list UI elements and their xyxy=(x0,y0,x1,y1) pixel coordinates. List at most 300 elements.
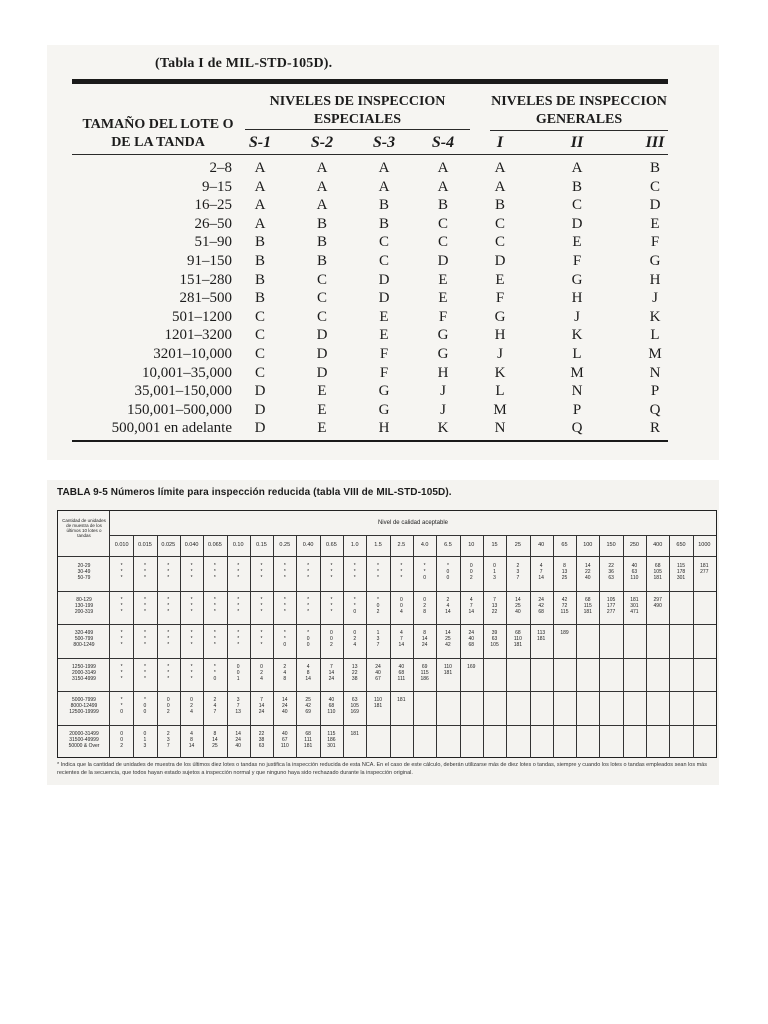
limit-number-cell: 110 181 xyxy=(443,663,453,676)
limit-number-cell: 189 xyxy=(560,630,569,636)
code-letter-cell: A xyxy=(316,160,328,176)
sample-range: 3150-4999 xyxy=(72,675,96,682)
aql-value: 150 xyxy=(606,542,616,548)
code-letter-cell: B xyxy=(254,234,265,251)
limit-number-cell: 0 0 2 xyxy=(330,630,333,648)
aql-value: 0.40 xyxy=(302,542,314,548)
code-letter-cell: G xyxy=(494,308,506,325)
limit-number-cell: 1 3 7 xyxy=(376,630,380,648)
aql-value: 15 xyxy=(491,542,498,548)
code-letter-cell: C xyxy=(378,253,389,269)
table-i-row xyxy=(0,272,768,290)
code-letter-cell: Q xyxy=(571,420,583,437)
code-letter-cell: B xyxy=(254,253,265,269)
sample-range-group xyxy=(62,597,106,615)
limit-number-cell: 110 181 xyxy=(373,697,383,709)
code-letter-cell: B xyxy=(378,197,389,214)
lot-size-cell: 501–1200 xyxy=(172,308,232,325)
table-9-5-title: TABLA 9-5 Números límite para inspección reducida (tabla VIII de MIL-STD-105D). xyxy=(57,487,452,498)
group-divider xyxy=(58,658,716,659)
reduced-inspection-table xyxy=(57,510,717,758)
limit-number-cell: * * * xyxy=(167,663,170,682)
code-letter-cell: B xyxy=(316,215,327,232)
sample-units-header: Cantidad de unidades de muestra de los últimos 10 lotes o tandas xyxy=(62,518,106,538)
code-letter-cell: A xyxy=(316,178,328,195)
limit-number-cell: 25 42 69 xyxy=(305,697,311,715)
sample-range: 500-799 xyxy=(74,636,94,642)
sample-range-group xyxy=(62,731,106,749)
code-letter-cell: L xyxy=(495,383,505,400)
code-letter-cell: G xyxy=(378,383,390,400)
sample-range: 50-79 xyxy=(77,575,91,581)
limit-number-cell: 169 xyxy=(467,663,476,670)
code-letter-cell: A xyxy=(254,160,266,176)
code-letter-cell: D xyxy=(649,197,661,214)
limit-number-cell: * * 0 xyxy=(353,596,357,615)
code-letter-cell: C xyxy=(254,364,265,381)
limit-number-cell: 40 63 110 xyxy=(630,563,639,581)
table-i-row xyxy=(0,253,768,271)
code-letter-cell: C xyxy=(437,234,448,251)
limit-number-cell: * 0 0 xyxy=(306,630,310,648)
limit-number-cell: 68 105 181 xyxy=(653,563,662,581)
limit-number-cell: * * * xyxy=(190,663,193,682)
limit-number-cell: 115 178 301 xyxy=(676,563,686,581)
code-letter-cell: G xyxy=(437,327,449,344)
limit-number-cell: 4 7 14 xyxy=(538,563,544,581)
aql-value: 0.10 xyxy=(232,542,244,548)
aql-value: 0.15 xyxy=(256,542,267,548)
limit-number-cell: * * * xyxy=(237,630,240,648)
lot-size-cell: 10,001–35,000 xyxy=(142,364,232,381)
sample-range: 800-1249 xyxy=(73,642,95,648)
table-i-row xyxy=(0,346,768,364)
code-letter-cell: E xyxy=(317,383,327,400)
code-letter-cell: C xyxy=(494,234,505,251)
sample-range-group xyxy=(62,664,106,682)
lot-size-cell: 9–15 xyxy=(202,178,232,195)
limit-number-cell: 105 177 277 xyxy=(606,596,616,615)
code-letter-cell: H xyxy=(571,290,583,307)
code-letter-cell: C xyxy=(378,234,389,251)
code-letter-cell: L xyxy=(650,327,660,344)
code-letter-cell: H xyxy=(378,420,390,437)
code-letter-cell: K xyxy=(437,420,449,437)
code-letter-cell: D xyxy=(378,271,390,288)
sample-range: 20000-31499 xyxy=(69,730,99,737)
sample-range: 50000 & Over xyxy=(68,742,100,749)
code-letter-cell: E xyxy=(317,401,327,418)
lot-size-header: TAMAÑO DEL LOTE O DE LA TANDA xyxy=(82,117,234,150)
limit-number-cell: 0 1 3 xyxy=(493,563,496,581)
limit-number-cell: 4 8 14 xyxy=(188,730,195,749)
code-letter-cell: D xyxy=(254,420,266,437)
lot-size-cell: 26–50 xyxy=(194,215,232,232)
code-letter-cell: E xyxy=(650,215,660,232)
code-letter-cell: D xyxy=(494,253,506,269)
group-divider xyxy=(58,624,716,625)
table-i-caption: (Tabla I de MIL-STD-105D). xyxy=(155,56,333,71)
code-letter-cell: L xyxy=(572,346,582,362)
col-iii: III xyxy=(645,134,665,151)
sample-range: 80-129 xyxy=(76,596,92,603)
aql-value: 4.0 xyxy=(420,542,429,548)
sample-range: 200-319 xyxy=(74,608,94,615)
code-letter-cell: B xyxy=(378,215,389,232)
limit-number-cell: * * 0 xyxy=(120,697,124,715)
limit-number-cell: 24 40 68 xyxy=(468,630,475,648)
limit-number-cell: 63 105 169 xyxy=(350,697,359,715)
limit-number-cell: 113 181 xyxy=(537,630,546,642)
limit-number-cell: * * * xyxy=(190,596,193,615)
limit-number-cell: 68 111 181 xyxy=(303,730,313,749)
code-letter-cell: C xyxy=(437,215,448,232)
limit-number-cell: * * * xyxy=(353,563,356,581)
limit-number-cell: * * * xyxy=(143,596,146,615)
code-letter-cell: D xyxy=(378,290,390,307)
limit-number-cell: * * 0 xyxy=(213,663,217,682)
limit-number-cell: 22 36 63 xyxy=(608,563,614,581)
code-letter-cell: K xyxy=(494,364,506,381)
table-i-row xyxy=(0,327,768,345)
code-letter-cell: D xyxy=(316,327,328,344)
limit-number-cell: * * * xyxy=(190,630,193,648)
sample-range: 12500-19999 xyxy=(69,709,99,715)
code-letter-cell: C xyxy=(254,308,265,325)
aql-value: 0.010 xyxy=(114,542,129,548)
limit-number-cell: * * * xyxy=(237,596,240,615)
code-letter-cell: C xyxy=(316,308,327,325)
aql-value: 650 xyxy=(676,542,686,548)
code-letter-cell: B xyxy=(494,197,505,214)
code-letter-cell: M xyxy=(493,401,507,418)
limit-number-cell: * * * xyxy=(400,563,403,581)
limit-number-cell: 14 24 40 xyxy=(235,730,241,749)
special-levels-divider xyxy=(245,129,470,130)
general-levels-header: NIVELES DE INSPECCION GENERALES xyxy=(491,94,667,127)
table-i-row xyxy=(0,420,768,438)
code-letter-cell: G xyxy=(437,346,449,362)
code-letter-cell: M xyxy=(648,346,662,362)
code-letter-cell: C xyxy=(316,271,327,288)
lot-size-cell: 16–25 xyxy=(194,197,232,214)
table-i-row xyxy=(0,197,768,215)
limit-number-cell: 0 2 4 xyxy=(353,630,357,648)
aql-value: 0.025 xyxy=(161,542,176,548)
limit-number-cell: * * 0 xyxy=(423,563,427,581)
code-letter-cell: E xyxy=(317,420,327,437)
limit-number-cell: * 0 0 xyxy=(143,697,147,715)
code-letter-cell: M xyxy=(570,364,584,381)
aql-value: 1.0 xyxy=(350,542,359,548)
code-letter-cell: A xyxy=(254,197,266,214)
code-letter-cell: C xyxy=(316,290,327,307)
table-i-row xyxy=(0,309,768,327)
limit-number-cell: 0 0 2 xyxy=(469,563,473,581)
limit-number-cell: 3 7 13 xyxy=(235,697,241,715)
limit-number-cell: 115 186 301 xyxy=(327,730,336,749)
footnote: * Indica que la cantidad de unidades de muestra de los últimos diez lotes o tandas no justifica la inspección reducida de esta NCA. En el caso de este cálculo, deberán utilizarse más de diez lotes o tandas, siempre y cuando los lotes o tandas empleados sean los más recientes de la secuencia, que todos hayan estado sujetos a inspección normal y que ninguno haya sido rechazado durante la inspección original. xyxy=(57,762,707,776)
code-letter-cell: A xyxy=(254,215,266,232)
code-letter-cell: Q xyxy=(649,401,661,418)
code-letter-cell: H xyxy=(649,271,661,288)
sample-range: 130-199 xyxy=(74,602,94,609)
limit-number-cell: 4 8 14 xyxy=(305,663,311,682)
code-letter-cell: E xyxy=(379,308,389,325)
limit-number-cell: 7 14 24 xyxy=(328,663,335,682)
limit-number-cell: 68 110 181 xyxy=(513,630,523,648)
sample-range: 5000-7999 xyxy=(72,697,96,703)
lot-size-cell: 150,001–500,000 xyxy=(127,401,232,418)
code-letter-cell: E xyxy=(438,271,448,288)
code-letter-cell: F xyxy=(572,253,582,269)
code-letter-cell: A xyxy=(437,178,449,195)
limit-number-cell: 2 3 7 xyxy=(516,563,520,581)
limit-number-cell: 24 40 67 xyxy=(375,663,381,682)
limit-number-cell: 22 38 63 xyxy=(258,730,265,749)
limit-number-cell: * * * xyxy=(213,563,216,581)
code-letter-cell: B xyxy=(254,290,265,307)
lot-size-cell: 500,001 en adelante xyxy=(111,420,232,437)
table-i-row xyxy=(0,216,768,234)
sample-range: 31500-49999 xyxy=(69,736,99,743)
limit-number-cell: * * * xyxy=(143,630,146,648)
code-letter-cell: K xyxy=(571,327,583,344)
code-letter-cell: B xyxy=(316,253,327,269)
limit-number-cell: 2 3 7 xyxy=(166,730,170,749)
col-ii: II xyxy=(570,134,584,151)
limit-number-cell: 4 7 14 xyxy=(398,630,405,648)
code-letter-cell: F xyxy=(438,308,448,325)
code-letter-cell: J xyxy=(440,401,446,418)
table-i-row xyxy=(0,290,768,308)
code-letter-cell: G xyxy=(571,271,583,288)
limit-number-cell: * 0 2 xyxy=(376,596,380,615)
table-i-row xyxy=(0,179,768,197)
limit-number-cell: 13 22 38 xyxy=(351,663,358,682)
code-letter-cell: D xyxy=(316,346,328,362)
limit-number-cell: 24 42 68 xyxy=(538,596,544,615)
code-letter-cell: A xyxy=(378,178,390,195)
code-letter-cell: N xyxy=(571,383,583,400)
limit-number-cell: * * * xyxy=(330,563,333,581)
limit-number-cell: 0 0 4 xyxy=(399,596,403,615)
aql-value: 0.25 xyxy=(279,542,291,548)
code-letter-cell: N xyxy=(649,364,661,381)
table-i-row xyxy=(0,402,768,420)
limit-number-cell: * * * xyxy=(190,563,193,581)
sample-range: 30-49 xyxy=(77,569,91,575)
limit-number-cell: 297 490 xyxy=(653,596,662,609)
code-letter-cell: D xyxy=(571,215,583,232)
code-letter-cell: A xyxy=(378,160,390,176)
limit-number-cell: 14 25 42 xyxy=(445,630,451,648)
code-letter-cell: H xyxy=(494,327,506,344)
code-letter-cell: H xyxy=(437,364,449,381)
aql-value: 40 xyxy=(538,542,545,548)
group-divider xyxy=(58,691,716,692)
lot-size-cell: 281–500 xyxy=(179,290,232,307)
code-letter-cell: B xyxy=(649,160,660,176)
code-letter-cell: A xyxy=(437,160,449,176)
aql-value: 250 xyxy=(629,542,639,548)
special-levels-header: NIVELES DE INSPECCION ESPECIALES xyxy=(269,94,446,127)
limit-number-cell: 0 0 2 xyxy=(166,697,170,715)
limit-number-cell: * * * xyxy=(167,630,170,648)
limit-number-cell: * * * xyxy=(143,663,146,682)
lot-size-cell: 1201–3200 xyxy=(164,327,232,344)
aql-value: 2.5 xyxy=(397,542,406,548)
lot-size-cell: 35,001–150,000 xyxy=(134,383,232,400)
limit-number-cell: 40 68 110 xyxy=(327,697,336,715)
limit-number-cell: * * * xyxy=(120,563,123,581)
limit-number-cell: 69 115 186 xyxy=(420,663,429,682)
aql-value: 0.065 xyxy=(207,542,222,548)
limit-number-cell: 2 4 7 xyxy=(213,697,217,715)
code-letter-cell: F xyxy=(495,290,505,307)
col-s2: S-2 xyxy=(310,134,334,151)
limit-number-cell: 8 14 25 xyxy=(212,730,218,749)
limit-number-cell: * * 0 xyxy=(283,630,287,648)
aql-value: 6.5 xyxy=(444,542,452,548)
code-letter-cell: C xyxy=(649,178,660,195)
aql-value: 400 xyxy=(653,542,663,548)
limit-number-cell: * * * xyxy=(330,596,333,615)
limit-number-cell: 8 13 25 xyxy=(561,563,568,581)
limit-number-cell: 4 7 14 xyxy=(468,596,475,615)
table-i-row xyxy=(0,160,768,178)
limit-number-cell: 40 68 111 xyxy=(397,663,406,682)
code-letter-cell: E xyxy=(495,271,505,288)
code-letter-cell: N xyxy=(494,420,506,437)
aql-value: 1.5 xyxy=(374,542,382,548)
aql-value: 10 xyxy=(468,542,475,548)
code-letter-cell: C xyxy=(254,346,265,362)
code-letter-cell: F xyxy=(379,346,389,362)
lot-size-cell: 91–150 xyxy=(187,253,232,269)
limit-number-cell: * * * xyxy=(120,630,123,648)
aql-value: 100 xyxy=(583,542,593,548)
code-letter-cell: A xyxy=(571,160,583,176)
limit-number-cell: * * * xyxy=(283,563,286,581)
limit-number-cell: 14 22 40 xyxy=(585,563,591,581)
code-letter-cell: J xyxy=(497,346,503,362)
code-letter-cell: F xyxy=(379,364,389,381)
sample-range-group xyxy=(62,697,106,715)
limit-number-cell: 0 0 1 xyxy=(236,663,240,682)
group-divider xyxy=(58,725,716,726)
lot-size-cell: 51–90 xyxy=(194,234,232,251)
limit-number-cell: * * * xyxy=(120,663,123,682)
code-letter-cell: P xyxy=(572,401,582,418)
aql-value: 0.040 xyxy=(184,542,199,548)
code-letter-cell: A xyxy=(316,197,328,214)
limit-number-cell: * * * xyxy=(120,596,123,615)
limit-number-cell: 40 67 110 xyxy=(280,730,289,749)
limit-number-cell: * * * xyxy=(283,596,286,615)
limit-number-cell: * * * xyxy=(213,596,216,615)
sample-range: 320-499 xyxy=(74,630,94,636)
code-letter-cell: B xyxy=(254,271,265,288)
code-letter-cell: B xyxy=(437,197,448,214)
code-letter-cell: G xyxy=(649,253,661,269)
limit-number-cell: 7 14 24 xyxy=(258,697,265,715)
code-letter-cell: J xyxy=(652,290,658,307)
lot-size-cell: 3201–10,000 xyxy=(153,346,232,362)
aql-value: 0.65 xyxy=(326,542,337,548)
bottom-rule xyxy=(72,440,668,442)
limit-number-cell: 181 xyxy=(350,730,359,737)
col-s4: S-4 xyxy=(431,134,455,151)
limit-number-cell: 39 63 105 xyxy=(490,630,499,648)
limit-number-cell: * * * xyxy=(237,563,240,581)
limit-number-cell: * * * xyxy=(260,596,263,615)
limit-number-cell: 2 4 14 xyxy=(445,596,451,615)
limit-number-cell: 181 277 xyxy=(700,563,709,575)
code-letter-cell: R xyxy=(649,420,660,437)
header-rule xyxy=(72,154,668,155)
limit-number-cell: * * * xyxy=(143,563,146,581)
limit-number-cell: 7 13 22 xyxy=(491,596,498,615)
col-s3: S-3 xyxy=(372,134,396,151)
limit-number-cell: * * * xyxy=(377,563,379,581)
limit-number-cell: 0 0 2 xyxy=(120,730,124,749)
limit-number-cell: * * * xyxy=(167,563,170,581)
code-letter-cell: K xyxy=(649,308,661,325)
code-letter-cell: G xyxy=(378,401,390,418)
code-letter-cell: D xyxy=(254,383,266,400)
aql-value: 0.015 xyxy=(138,542,152,548)
limit-number-cell: 0 2 4 xyxy=(190,697,193,715)
code-letter-cell: A xyxy=(494,178,506,195)
aql-value: 1000 xyxy=(698,542,711,548)
limit-number-cell: 8 14 24 xyxy=(421,630,428,648)
table-i-row xyxy=(0,234,768,252)
limit-number-cell: 14 25 40 xyxy=(515,596,521,615)
limit-number-cell: 14 24 40 xyxy=(282,697,288,715)
group-divider xyxy=(58,591,716,592)
limit-number-cell: * * * xyxy=(167,596,170,615)
limit-number-cell: * * * xyxy=(307,596,310,615)
code-letter-cell: C xyxy=(571,197,582,214)
code-letter-cell: P xyxy=(650,383,660,400)
sample-range: 8000-12499 xyxy=(70,703,98,709)
code-letter-cell: F xyxy=(650,234,660,251)
sample-range: 2000-3149 xyxy=(72,669,96,676)
limit-number-cell: * * * xyxy=(260,563,263,581)
table-i-row xyxy=(0,383,768,401)
aql-header: Nivel de calidad aceptable xyxy=(377,520,449,526)
table-i-row xyxy=(0,365,768,383)
limit-number-cell: 181 301 471 xyxy=(630,596,639,615)
code-letter-cell: E xyxy=(438,290,448,307)
code-letter-cell: D xyxy=(437,253,449,269)
code-letter-cell: A xyxy=(254,178,266,195)
col-s1: S-1 xyxy=(248,134,272,151)
code-letter-cell: J xyxy=(574,308,580,325)
code-letter-cell: C xyxy=(254,327,265,344)
code-letter-cell: D xyxy=(316,364,328,381)
limit-number-cell: * * * xyxy=(213,630,216,648)
limit-number-cell: 42 72 115 xyxy=(560,596,569,615)
code-letter-cell: J xyxy=(440,383,446,400)
code-letter-cell: C xyxy=(494,215,505,232)
general-levels-divider xyxy=(490,130,668,131)
top-rule xyxy=(72,79,668,84)
code-letter-cell: E xyxy=(379,327,389,344)
code-letter-cell: B xyxy=(316,234,327,251)
limit-number-cell: 0 2 4 xyxy=(260,663,263,682)
